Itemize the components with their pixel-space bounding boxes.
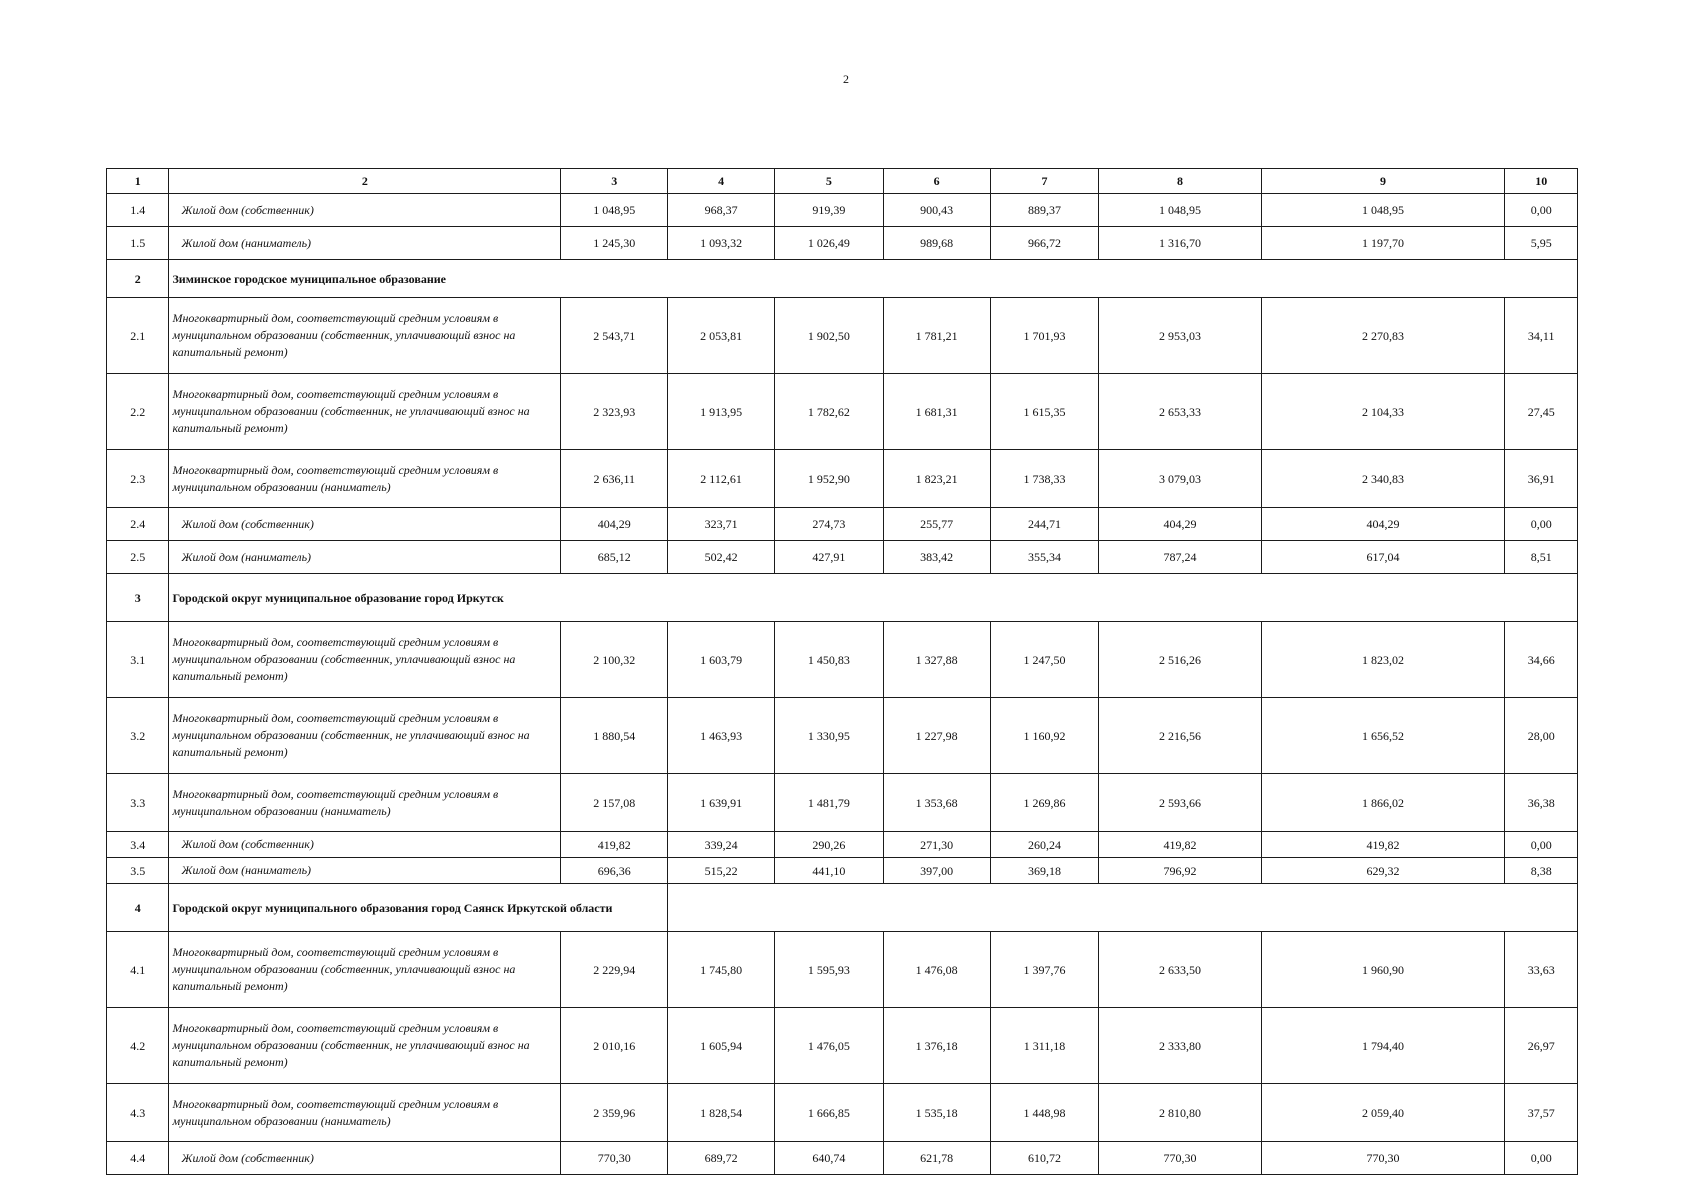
value-cell: 919,39 [774,194,883,227]
value-cell: 441,10 [774,858,883,884]
value-cell: 36,91 [1505,450,1578,508]
row-description: Многоквартирный дом, соответствующий средним условиям в муниципальном образовании (собственник, уплачивающий взнос на капитальный ремонт) [169,932,561,1008]
value-cell: 689,72 [668,1142,775,1175]
column-header: 7 [990,169,1099,194]
value-cell: 1 902,50 [774,298,883,374]
value-cell: 1 311,18 [990,1008,1099,1084]
table-row [107,508,1578,541]
value-cell: 2 516,26 [1099,622,1261,698]
value-cell: 770,30 [1099,1142,1261,1175]
table-row [107,450,1578,508]
value-cell: 1 781,21 [883,298,990,374]
value-cell: 1 450,83 [774,622,883,698]
column-header: 1 [107,169,169,194]
value-cell: 1 330,95 [774,698,883,774]
value-cell: 617,04 [1261,541,1505,574]
row-description: Многоквартирный дом, соответствующий средним условиям в муниципальном образовании (наниматель) [169,1084,561,1142]
value-cell: 1 738,33 [990,450,1099,508]
value-cell: 2 653,33 [1099,374,1261,450]
value-cell: 1 595,93 [774,932,883,1008]
value-cell: 0,00 [1505,194,1578,227]
value-cell: 2 633,50 [1099,932,1261,1008]
value-cell: 404,29 [1261,508,1505,541]
row-number: 2.5 [107,541,169,574]
empty-cell [668,884,1578,932]
value-cell: 1 828,54 [668,1084,775,1142]
value-cell: 427,91 [774,541,883,574]
row-description: Жилой дом (наниматель) [169,541,561,574]
value-cell: 1 160,92 [990,698,1099,774]
value-cell: 323,71 [668,508,775,541]
value-cell: 5,95 [1505,227,1578,260]
row-number: 2.3 [107,450,169,508]
value-cell: 383,42 [883,541,990,574]
column-header: 8 [1099,169,1261,194]
value-cell: 515,22 [668,858,775,884]
table-row [107,622,1578,698]
row-description: Многоквартирный дом, соответствующий средним условиям в муниципальном образовании (собственник, уплачивающий взнос на капитальный ремонт) [169,622,561,698]
value-cell: 968,37 [668,194,775,227]
value-cell: 2 953,03 [1099,298,1261,374]
value-cell: 1 782,62 [774,374,883,450]
header-row [107,169,1578,194]
row-number: 3.5 [107,858,169,884]
section-number: 4 [107,884,169,932]
value-cell: 2 636,11 [561,450,668,508]
value-cell: 502,42 [668,541,775,574]
value-cell: 419,82 [1099,832,1261,858]
value-cell: 33,63 [1505,932,1578,1008]
value-cell: 34,66 [1505,622,1578,698]
value-cell: 1 823,21 [883,450,990,508]
column-header: 3 [561,169,668,194]
value-cell: 770,30 [561,1142,668,1175]
table-row [107,832,1578,858]
value-cell: 1 476,08 [883,932,990,1008]
value-cell: 685,12 [561,541,668,574]
row-description: Многоквартирный дом, соответствующий средним условиям в муниципальном образовании (собственник, не уплачивающий взнос на капитальный ремонт) [169,1008,561,1084]
row-description: Жилой дом (собственник) [169,194,561,227]
row-number: 4.2 [107,1008,169,1084]
value-cell: 1 823,02 [1261,622,1505,698]
row-description: Жилой дом (собственник) [169,832,561,858]
value-cell: 1 269,86 [990,774,1099,832]
column-header: 9 [1261,169,1505,194]
value-cell: 1 615,35 [990,374,1099,450]
section-title: Зиминское городское муниципальное образование [169,260,1578,298]
value-cell: 787,24 [1099,541,1261,574]
value-cell: 8,38 [1505,858,1578,884]
value-cell: 34,11 [1505,298,1578,374]
row-number: 4.1 [107,932,169,1008]
column-header: 10 [1505,169,1578,194]
row-number: 3.3 [107,774,169,832]
value-cell: 1 960,90 [1261,932,1505,1008]
value-cell: 1 048,95 [561,194,668,227]
section-row [107,574,1578,622]
value-cell: 621,78 [883,1142,990,1175]
table-row [107,541,1578,574]
value-cell: 244,71 [990,508,1099,541]
value-cell: 0,00 [1505,508,1578,541]
value-cell: 770,30 [1261,1142,1505,1175]
column-header: 6 [883,169,990,194]
value-cell: 1 245,30 [561,227,668,260]
table-row [107,858,1578,884]
value-cell: 274,73 [774,508,883,541]
value-cell: 2 010,16 [561,1008,668,1084]
value-cell: 0,00 [1505,832,1578,858]
column-header: 5 [774,169,883,194]
value-cell: 271,30 [883,832,990,858]
value-cell: 1 476,05 [774,1008,883,1084]
table-row [107,374,1578,450]
value-cell: 1 639,91 [668,774,775,832]
value-cell: 640,74 [774,1142,883,1175]
row-number: 4.3 [107,1084,169,1142]
value-cell: 27,45 [1505,374,1578,450]
value-cell: 900,43 [883,194,990,227]
value-cell: 1 397,76 [990,932,1099,1008]
section-row [107,884,1578,932]
value-cell: 339,24 [668,832,775,858]
value-cell: 1 913,95 [668,374,775,450]
row-number: 1.5 [107,227,169,260]
row-description: Многоквартирный дом, соответствующий средним условиям в муниципальном образовании (собственник, уплачивающий взнос на капитальный ремонт) [169,298,561,374]
value-cell: 3 079,03 [1099,450,1261,508]
table-row [107,932,1578,1008]
value-cell: 1 656,52 [1261,698,1505,774]
row-description: Многоквартирный дом, соответствующий средним условиям в муниципальном образовании (собственник, не уплачивающий взнос на капитальный ремонт) [169,374,561,450]
row-description: Жилой дом (собственник) [169,508,561,541]
row-description: Многоквартирный дом, соответствующий средним условиям в муниципальном образовании (собственник, не уплачивающий взнос на капитальный ремонт) [169,698,561,774]
table-row [107,227,1578,260]
row-number: 4.4 [107,1142,169,1175]
section-title: Городской округ муниципального образования город Саянск Иркутской области [169,884,668,932]
value-cell: 1 227,98 [883,698,990,774]
value-cell: 1 048,95 [1099,194,1261,227]
value-cell: 1 048,95 [1261,194,1505,227]
table-row [107,1008,1578,1084]
value-cell: 419,82 [561,832,668,858]
value-cell: 28,00 [1505,698,1578,774]
value-cell: 1 880,54 [561,698,668,774]
value-cell: 255,77 [883,508,990,541]
value-cell: 37,57 [1505,1084,1578,1142]
value-cell: 2 270,83 [1261,298,1505,374]
value-cell: 2 333,80 [1099,1008,1261,1084]
value-cell: 1 463,93 [668,698,775,774]
value-cell: 1 794,40 [1261,1008,1505,1084]
row-number: 3.1 [107,622,169,698]
value-cell: 355,34 [990,541,1099,574]
value-cell: 1 605,94 [668,1008,775,1084]
value-cell: 404,29 [561,508,668,541]
value-cell: 1 535,18 [883,1084,990,1142]
section-title: Городской округ муниципальное образование город Иркутск [169,574,1578,622]
value-cell: 2 593,66 [1099,774,1261,832]
value-cell: 610,72 [990,1142,1099,1175]
value-cell: 696,36 [561,858,668,884]
row-description: Многоквартирный дом, соответствующий средним условиям в муниципальном образовании (наниматель) [169,774,561,832]
value-cell: 2 359,96 [561,1084,668,1142]
value-cell: 2 104,33 [1261,374,1505,450]
value-cell: 1 316,70 [1099,227,1261,260]
column-header: 2 [169,169,561,194]
value-cell: 260,24 [990,832,1099,858]
value-cell: 397,00 [883,858,990,884]
section-row [107,260,1578,298]
value-cell: 889,37 [990,194,1099,227]
value-cell: 629,32 [1261,858,1505,884]
value-cell: 2 216,56 [1099,698,1261,774]
value-cell: 290,26 [774,832,883,858]
value-cell: 1 093,32 [668,227,775,260]
row-number: 3.2 [107,698,169,774]
value-cell: 26,97 [1505,1008,1578,1084]
value-cell: 404,29 [1099,508,1261,541]
value-cell: 1 866,02 [1261,774,1505,832]
value-cell: 1 327,88 [883,622,990,698]
row-description: Жилой дом (наниматель) [169,858,561,884]
value-cell: 1 376,18 [883,1008,990,1084]
value-cell: 369,18 [990,858,1099,884]
value-cell: 2 810,80 [1099,1084,1261,1142]
value-cell: 1 481,79 [774,774,883,832]
row-description: Жилой дом (наниматель) [169,227,561,260]
value-cell: 36,38 [1505,774,1578,832]
value-cell: 1 666,85 [774,1084,883,1142]
section-number: 3 [107,574,169,622]
value-cell: 1 701,93 [990,298,1099,374]
value-cell: 0,00 [1505,1142,1578,1175]
table-row [107,298,1578,374]
value-cell: 419,82 [1261,832,1505,858]
value-cell: 1 603,79 [668,622,775,698]
value-cell: 2 100,32 [561,622,668,698]
row-description: Жилой дом (собственник) [169,1142,561,1175]
tariff-table [106,168,1578,1175]
value-cell: 2 543,71 [561,298,668,374]
value-cell: 1 026,49 [774,227,883,260]
value-cell: 1 448,98 [990,1084,1099,1142]
table-row [107,698,1578,774]
row-number: 2.4 [107,508,169,541]
value-cell: 1 952,90 [774,450,883,508]
row-description: Многоквартирный дом, соответствующий средним условиям в муниципальном образовании (наниматель) [169,450,561,508]
value-cell: 2 340,83 [1261,450,1505,508]
value-cell: 1 247,50 [990,622,1099,698]
value-cell: 2 059,40 [1261,1084,1505,1142]
row-number: 3.4 [107,832,169,858]
section-number: 2 [107,260,169,298]
value-cell: 2 229,94 [561,932,668,1008]
value-cell: 796,92 [1099,858,1261,884]
value-cell: 966,72 [990,227,1099,260]
value-cell: 8,51 [1505,541,1578,574]
value-cell: 2 157,08 [561,774,668,832]
table-row [107,1142,1578,1175]
value-cell: 2 053,81 [668,298,775,374]
table-row [107,194,1578,227]
page-number: 2 [843,72,849,86]
table-row [107,774,1578,832]
row-number: 1.4 [107,194,169,227]
row-number: 2.1 [107,298,169,374]
value-cell: 2 323,93 [561,374,668,450]
value-cell: 989,68 [883,227,990,260]
column-header: 4 [668,169,775,194]
table-row [107,1084,1578,1142]
value-cell: 1 197,70 [1261,227,1505,260]
value-cell: 2 112,61 [668,450,775,508]
value-cell: 1 681,31 [883,374,990,450]
value-cell: 1 353,68 [883,774,990,832]
row-number: 2.2 [107,374,169,450]
value-cell: 1 745,80 [668,932,775,1008]
